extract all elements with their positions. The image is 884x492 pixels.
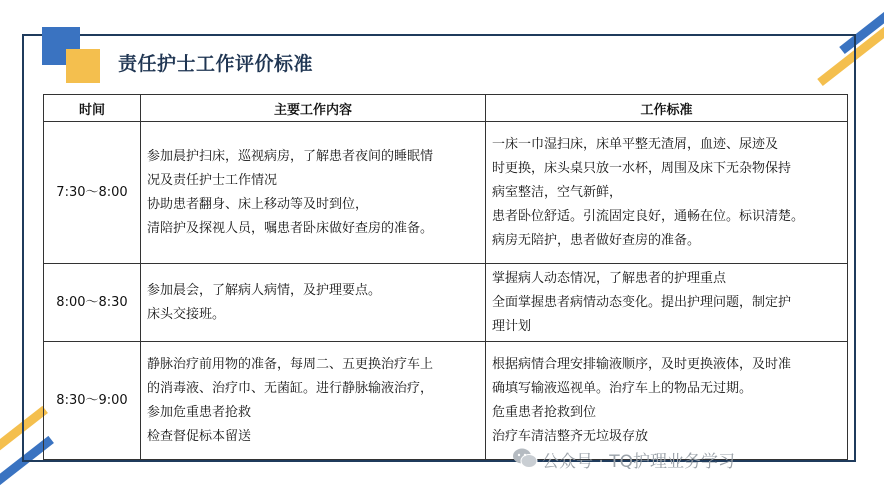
- header-standards: 工作标准: [486, 95, 848, 122]
- table-row: [44, 342, 848, 460]
- task-line: 参加危重患者抢救: [147, 404, 252, 420]
- task-line: 静脉治疗前用物的准备，每周二、五更换治疗车上: [147, 356, 434, 372]
- table-row: [44, 122, 848, 264]
- row-standards: [486, 122, 848, 264]
- task-line: 清陪护及探视人员，嘱患者卧床做好查房的准备。: [147, 220, 434, 236]
- standard-line: 一床一巾湿扫床，床单平整无渣屑，血迹、尿迹及: [492, 136, 779, 152]
- row-time: 7:30～8:00: [44, 122, 141, 264]
- evaluation-table: [43, 94, 848, 460]
- standard-line: 理计划: [492, 318, 532, 334]
- watermark-text: 公众号 · TQ护理业务学习: [542, 452, 735, 472]
- standard-line: 掌握病人动态情况，了解患者的护理重点: [492, 270, 727, 286]
- standard-line: 全面掌握患者病情动态变化。提出护理问题，制定护: [492, 294, 792, 310]
- standard-line: 病室整洁，空气新鲜，: [492, 184, 623, 200]
- standard-line: 确填写输液巡视单。治疗车上的物品无过期。: [492, 380, 753, 396]
- task-line: 参加晨护扫床，巡视病房，了解患者夜间的睡眠情: [147, 148, 434, 164]
- standard-line: 患者卧位舒适。引流固定良好，通畅在位。标识清楚。: [492, 208, 805, 224]
- table-row: [44, 264, 848, 342]
- row-time: 8:00～8:30: [44, 264, 141, 342]
- task-line: 参加晨会，了解病人病情，及护理要点。: [147, 282, 382, 298]
- task-line: 协助患者翻身、床上移动等及时到位，: [147, 196, 369, 212]
- standard-line: 时更换，床头桌只放一水杯，周围及床下无杂物保持: [492, 160, 792, 176]
- standard-line: 病房无陪护，患者做好查房的准备。: [492, 232, 701, 248]
- standard-line: 危重患者抢救到位: [492, 404, 597, 420]
- accent-square-yellow: [66, 49, 100, 83]
- row-tasks: [141, 122, 486, 264]
- standard-line: 治疗车清洁整齐无垃圾存放: [492, 428, 649, 444]
- row-tasks: [141, 264, 486, 342]
- task-line: 检查督促标本留送: [147, 428, 252, 444]
- header-tasks: 主要工作内容: [141, 95, 486, 122]
- table-header-row: [44, 95, 848, 122]
- row-standards: [486, 264, 848, 342]
- task-line: 况及责任护士工作情况: [147, 172, 278, 188]
- task-line: 床头交接班。: [147, 306, 226, 322]
- wechat-icon: [512, 447, 538, 469]
- task-line: 的消毒液、治疗巾、无菌缸。进行静脉输液治疗，: [147, 380, 434, 396]
- header-time: 时间: [44, 95, 141, 122]
- row-standards: [486, 342, 848, 460]
- standard-line: 根据病情合理安排输液顺序，及时更换液体，及时准: [492, 356, 792, 372]
- row-tasks: [141, 342, 486, 460]
- page-title: 责任护士工作评价标准: [118, 53, 314, 75]
- row-time: 8:30～9:00: [44, 342, 141, 460]
